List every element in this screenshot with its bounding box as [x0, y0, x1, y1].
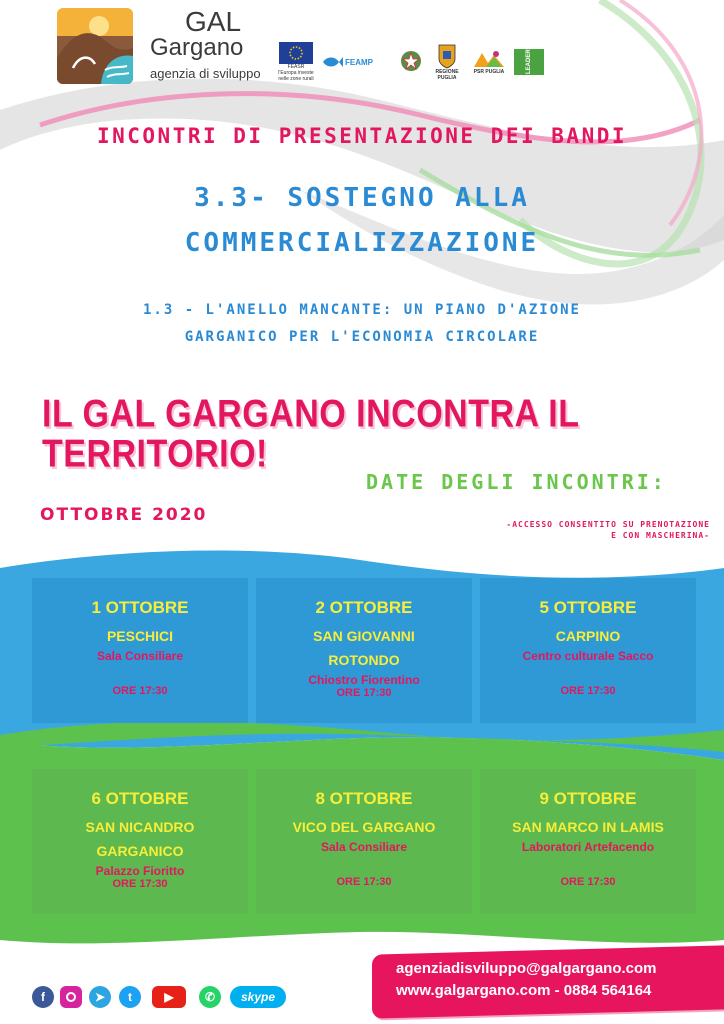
gal-logo	[57, 8, 133, 84]
meeting-venue: Sala Consiliare	[96, 649, 184, 663]
meeting-time: ORE 17:30	[336, 876, 392, 888]
instagram-icon[interactable]	[60, 986, 82, 1008]
leader-logo	[512, 40, 546, 84]
logo-line1: GAL	[185, 6, 242, 37]
meeting-venue: Sala Consiliare	[320, 840, 408, 854]
title-line1: 3.3- SOSTEGNO ALLA	[194, 183, 530, 213]
psr-icon	[472, 49, 506, 69]
meeting-venue: Palazzo Fioritto	[95, 864, 185, 878]
title-line2: COMMERCIALIZZAZIONE	[184, 228, 540, 258]
twitter-icon[interactable]: t	[119, 986, 141, 1008]
eu-flag-text: FEASR l'Europa investe nelle zone rurali	[278, 64, 314, 82]
gal-logo-icon	[57, 8, 133, 84]
headline-line2: TERRITORIO!	[42, 432, 268, 476]
contact-web[interactable]: www.galgargano.com - 0884 564164	[396, 982, 652, 999]
emblem-icon	[399, 47, 423, 77]
meeting-time: ORE 17:30	[112, 878, 168, 890]
meeting-date: 1 OTTOBRE	[91, 598, 189, 617]
leader-text: LEADER	[514, 49, 544, 75]
meeting-venue: Laboratori Artefacendo	[521, 840, 655, 854]
meeting-venue: Chiostro Fiorentino	[308, 673, 420, 687]
meeting-place: VICO DEL GARGANO	[292, 819, 436, 835]
access-note-line2: E CON MASCHERINA-	[611, 531, 710, 540]
regione-puglia-icon	[437, 43, 457, 69]
meeting-card	[480, 578, 696, 723]
meeting-place: SAN GIOVANNI ROTONDO	[313, 628, 415, 668]
eu-flag-icon	[279, 42, 313, 64]
meeting-date: 5 OTTOBRE	[539, 598, 637, 617]
contact-email[interactable]: agenziadisviluppo@galgargano.com	[396, 960, 657, 977]
subtitle-line2: GARGANICO PER L'ECONOMIA CIRCOLARE	[184, 329, 540, 345]
meeting-time: ORE 17:30	[112, 685, 168, 697]
regione-puglia-logo	[428, 40, 466, 84]
feamp-logo	[318, 40, 376, 84]
republic-emblem-logo	[398, 40, 424, 84]
subtitle-line1: 1.3 - L'ANELLO MANCANTE: UN PIANO D'AZIONE	[142, 302, 581, 318]
meeting-time: ORE 17:30	[560, 685, 616, 697]
meeting-card	[32, 769, 248, 914]
meeting-time: ORE 17:30	[560, 876, 616, 888]
month-label: OTTOBRE 2020	[40, 505, 208, 525]
headline-line1: IL GAL GARGANO INCONTRA IL	[42, 392, 580, 436]
meeting-date: 9 OTTOBRE	[539, 789, 637, 808]
logo-line2: Gargano	[150, 34, 244, 61]
meeting-venue: Centro culturale Sacco	[522, 649, 654, 663]
whatsapp-icon[interactable]: ✆	[199, 986, 221, 1008]
telegram-icon[interactable]: ➤	[89, 986, 111, 1008]
meeting-card	[256, 578, 472, 723]
meeting-place: CARPINO	[555, 628, 621, 644]
facebook-icon[interactable]: f	[32, 986, 54, 1008]
youtube-icon[interactable]: ▶	[152, 986, 186, 1008]
skype-icon[interactable]: skype	[230, 986, 286, 1008]
meeting-card	[32, 578, 248, 723]
eu-flag-logo	[272, 40, 320, 84]
meeting-date: 8 OTTOBRE	[315, 789, 413, 808]
psr-text: PSR PUGLIA	[473, 69, 505, 75]
meeting-place: SAN NICANDRO GARGANICO	[85, 819, 195, 859]
access-note-line1: -ACCESSO CONSENTITO SU PRENOTAZIONE	[506, 520, 710, 529]
feamp-text: FEAMP	[345, 57, 373, 67]
meeting-place: PESCHICI	[106, 628, 174, 644]
meeting-card	[256, 769, 472, 914]
fish-icon	[321, 54, 343, 70]
dates-label: DATE DEGLI INCONTRI:	[366, 470, 667, 494]
logo-tagline: agenzia di sviluppo	[150, 66, 261, 81]
meeting-time: ORE 17:30	[336, 687, 392, 699]
kicker-heading: INCONTRI DI PRESENTAZIONE DEI BANDI	[96, 124, 627, 148]
regione-puglia-text: REGIONE PUGLIA	[435, 69, 459, 81]
meeting-date: 2 OTTOBRE	[315, 598, 413, 617]
meeting-date: 6 OTTOBRE	[91, 789, 189, 808]
meeting-card	[480, 769, 696, 914]
psr-puglia-logo	[468, 40, 510, 84]
meeting-place: SAN MARCO IN LAMIS	[512, 819, 664, 835]
